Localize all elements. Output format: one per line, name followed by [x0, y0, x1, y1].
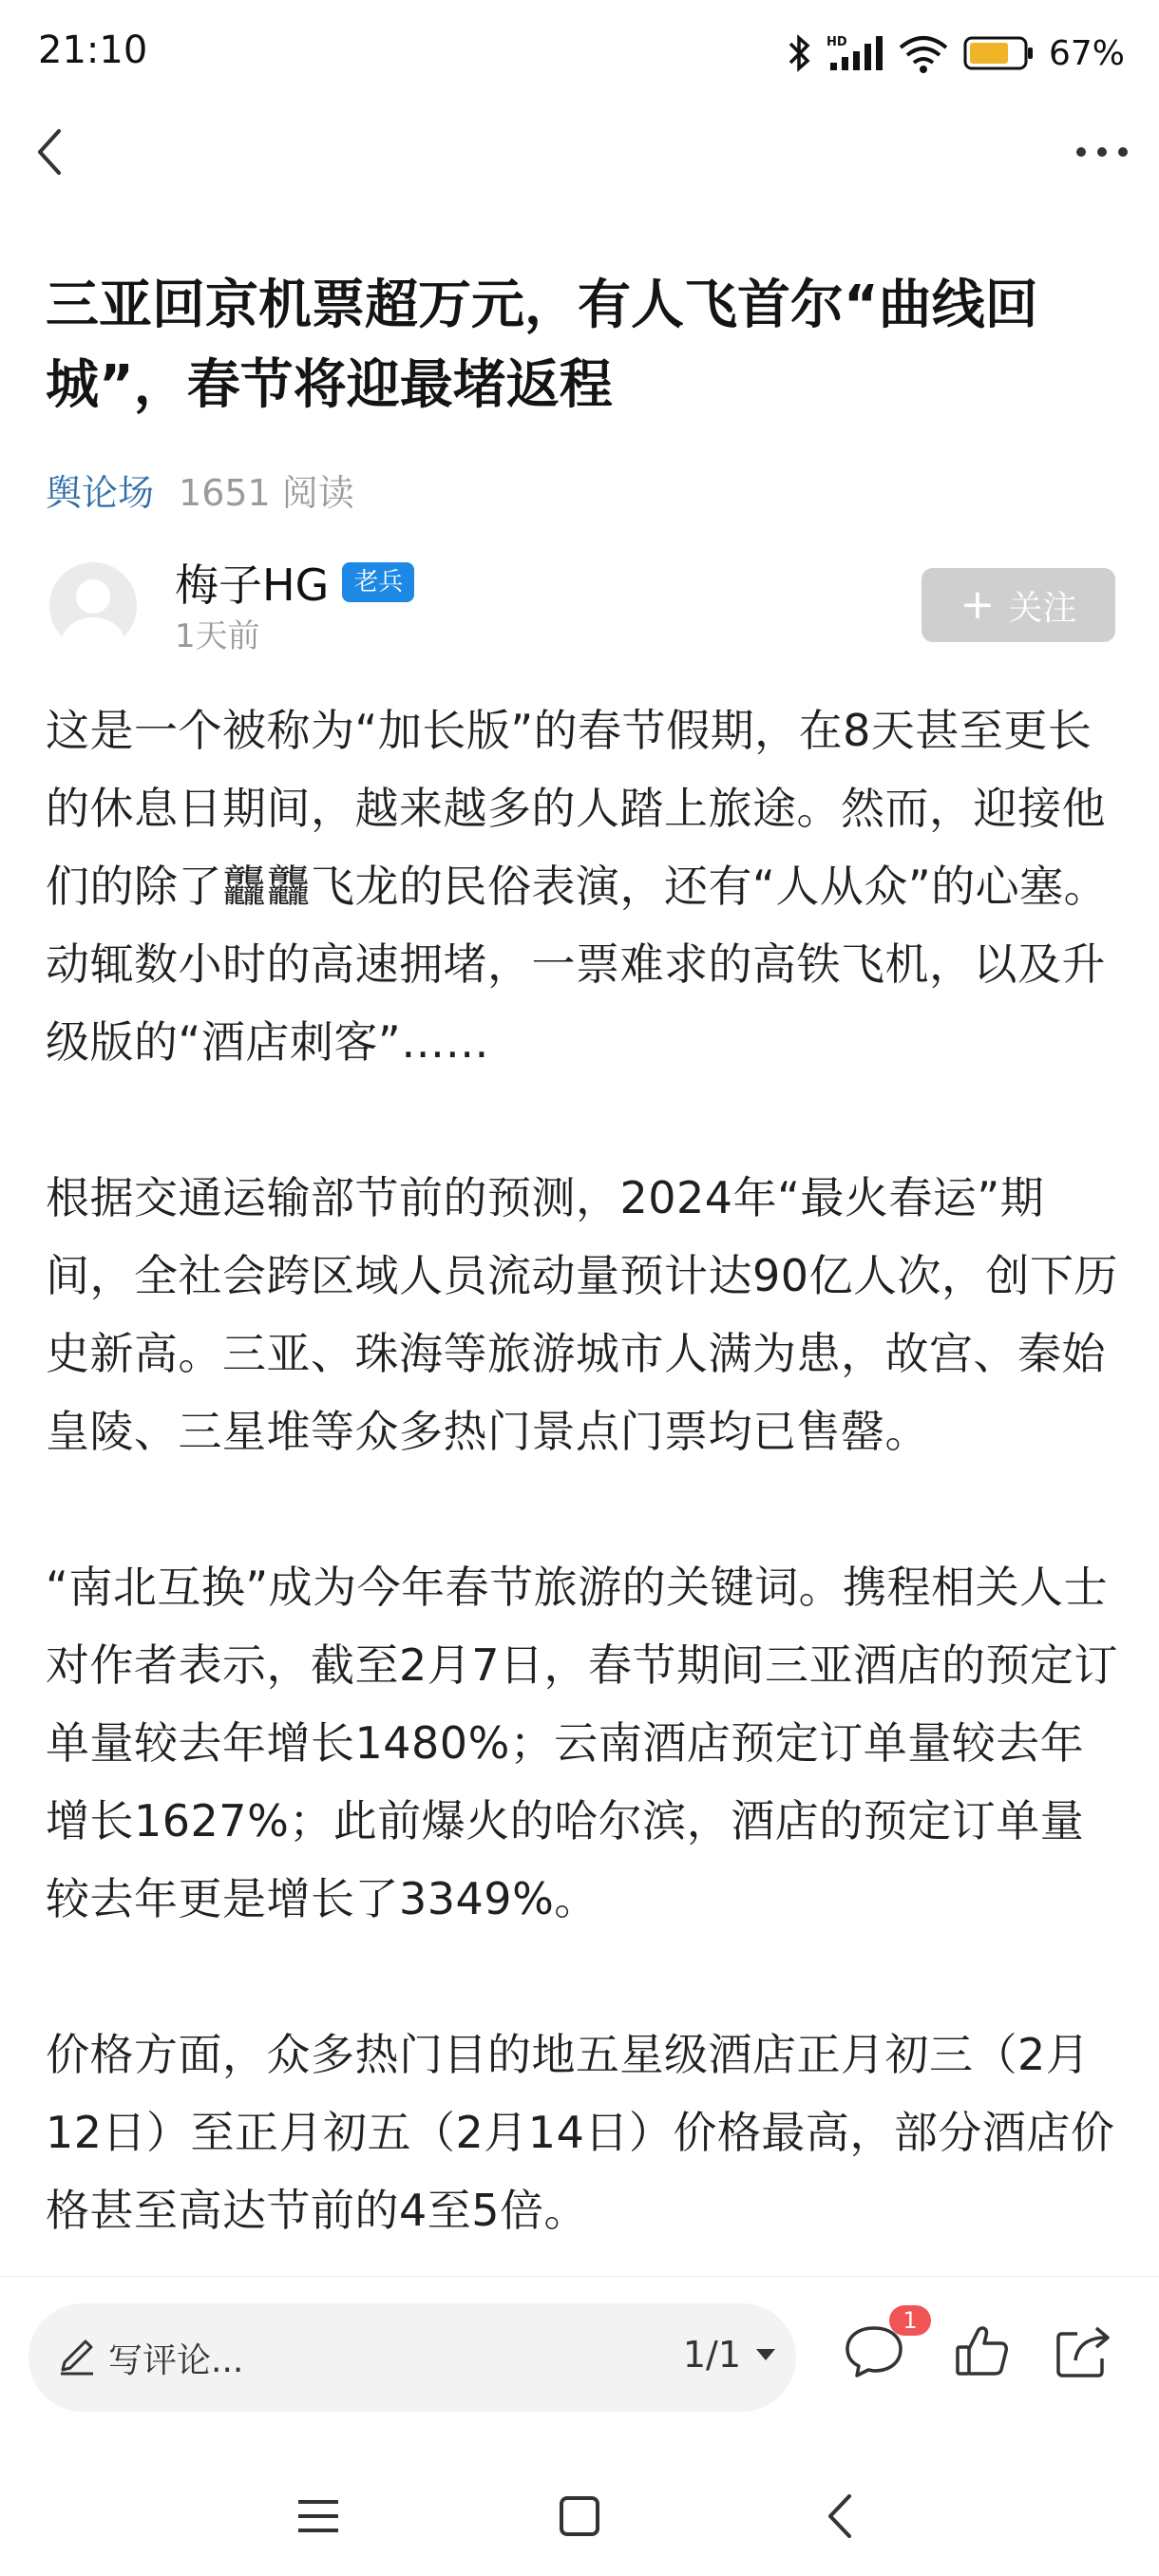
cellular-signal-icon: [826, 32, 884, 74]
author-row: [46, 551, 1115, 665]
follow-label: 关注: [1008, 588, 1077, 628]
plus-icon: +: [960, 580, 996, 629]
wifi-icon: [897, 32, 950, 74]
hd-label: HD: [826, 35, 847, 49]
follow-button[interactable]: [922, 568, 1115, 642]
caret-down-icon: [754, 2347, 777, 2362]
comment-count-badge: 1: [889, 2305, 931, 2336]
page-indicator: 1/1: [682, 2334, 741, 2376]
paragraph: “南北互换”成为今年春节旅游的关键词。携程相关人士对作者表示，截至2月7日，春节期间三亚酒店的预定订单量较去年增长1480%；云南酒店预定订单量较去年增长1627%；此前爆火的哈尔滨，酒店的预定订单量较去年更是增长了3349%。: [46, 1562, 1119, 1924]
comment-input[interactable]: [28, 2303, 796, 2412]
home-square-icon[interactable]: [546, 2483, 613, 2549]
article-title: 三亚回京机票超万元，有人飞首尔“曲线回城”，春节将迎最堵返程: [46, 275, 1038, 416]
chevron-left-icon[interactable]: [21, 122, 82, 182]
author-badge: 老兵: [342, 562, 414, 602]
battery-icon: [963, 34, 1036, 72]
paragraph: 价格方面，众多热门目的地五星级酒店正月初三（2月12日）至正月初五（2月14日）价格最高，部分酒店价格甚至高达节前的4至5倍。: [46, 2029, 1115, 2236]
thumbs-up-icon[interactable]: [948, 2317, 1016, 2385]
author-name-group: [175, 551, 414, 614]
status-time: 21:10: [38, 28, 148, 72]
paragraph: 这是一个被称为“加长版”的春节假期，在8天甚至更长的休息日期间，越来越多的人踏上旅途。然而，迎接他们的除了龘龘飞龙的民俗表演，还有“人从众”的心塞。动辄数小时的高速拥堵，一票难求的高铁飞机，以及升级版的“酒店刺客”……: [46, 705, 1109, 1068]
menu-icon[interactable]: [285, 2483, 352, 2549]
page-selector[interactable]: [683, 2334, 777, 2376]
share-icon[interactable]: [1049, 2317, 1117, 2385]
paragraph: 根据交通运输部节前的预测，2024年“最火春运”期间，全社会跨区域人员流动量预计达90亿人次，创下历史新高。三亚、珠海等旅游城市人满为患，故宫、秦始皇陵、三星堆等众多热门景点门票均已售罄。: [46, 1172, 1119, 1457]
bluetooth-icon: [787, 32, 813, 74]
more-horizontal-icon[interactable]: [1068, 122, 1136, 182]
pen-icon: [55, 2334, 99, 2377]
back-triangle-icon[interactable]: [808, 2483, 874, 2549]
comment-placeholder: 写评论...: [108, 2341, 244, 2380]
author-name[interactable]: 梅子HG: [175, 559, 330, 611]
status-icons: [787, 27, 1125, 80]
top-nav: [0, 104, 1159, 199]
battery-percent: 67%: [1048, 33, 1125, 73]
publish-time: 1天前: [175, 617, 260, 655]
default-avatar-icon: [49, 562, 137, 650]
status-bar: [0, 0, 1159, 104]
read-count: 1651 阅读: [179, 472, 354, 514]
channel-link[interactable]: 舆论场: [46, 472, 155, 514]
system-navigation: [0, 2451, 1159, 2576]
avatar[interactable]: [49, 562, 137, 650]
article-body: [46, 691, 1119, 2327]
article-meta: [46, 464, 354, 516]
bottom-action-bar: [0, 2276, 1159, 2429]
